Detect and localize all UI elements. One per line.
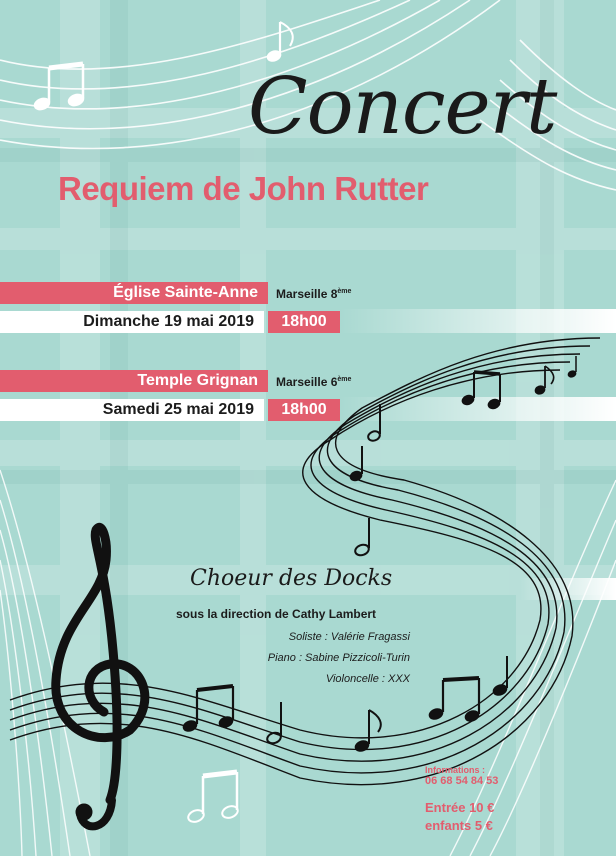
- info-label: Informations :: [425, 765, 485, 775]
- cello-credit: Violoncelle : XXX: [325, 673, 410, 685]
- subtitle: Requiem de John Rutter: [58, 170, 429, 207]
- price-child: enfants 5 €: [425, 818, 493, 833]
- event-time: 18h00: [268, 311, 340, 333]
- piano-credit: Piano : Sabine Pizzicoli-Turin: [267, 652, 410, 664]
- event-date: Samedi 25 mai 2019: [0, 399, 264, 421]
- event-city: Marseille 8ème: [276, 287, 352, 301]
- conductor-line: sous la direction de Cathy Lambert: [176, 607, 377, 621]
- event-venue: Temple Grignan: [0, 370, 268, 392]
- page-title: Concert: [248, 62, 557, 152]
- event-time: 18h00: [268, 399, 340, 421]
- event-venue: Église Sainte-Anne: [0, 282, 268, 304]
- choir-name: Choeur des Docks: [190, 566, 393, 591]
- price-adult: Entrée 10 €: [425, 800, 495, 815]
- event-city: Marseille 6ème: [276, 375, 352, 389]
- soloist-credit: Soliste : Valérie Fragassi: [288, 631, 410, 643]
- info-phone: 06 68 54 84 53: [425, 775, 499, 787]
- event-date: Dimanche 19 mai 2019: [0, 311, 264, 333]
